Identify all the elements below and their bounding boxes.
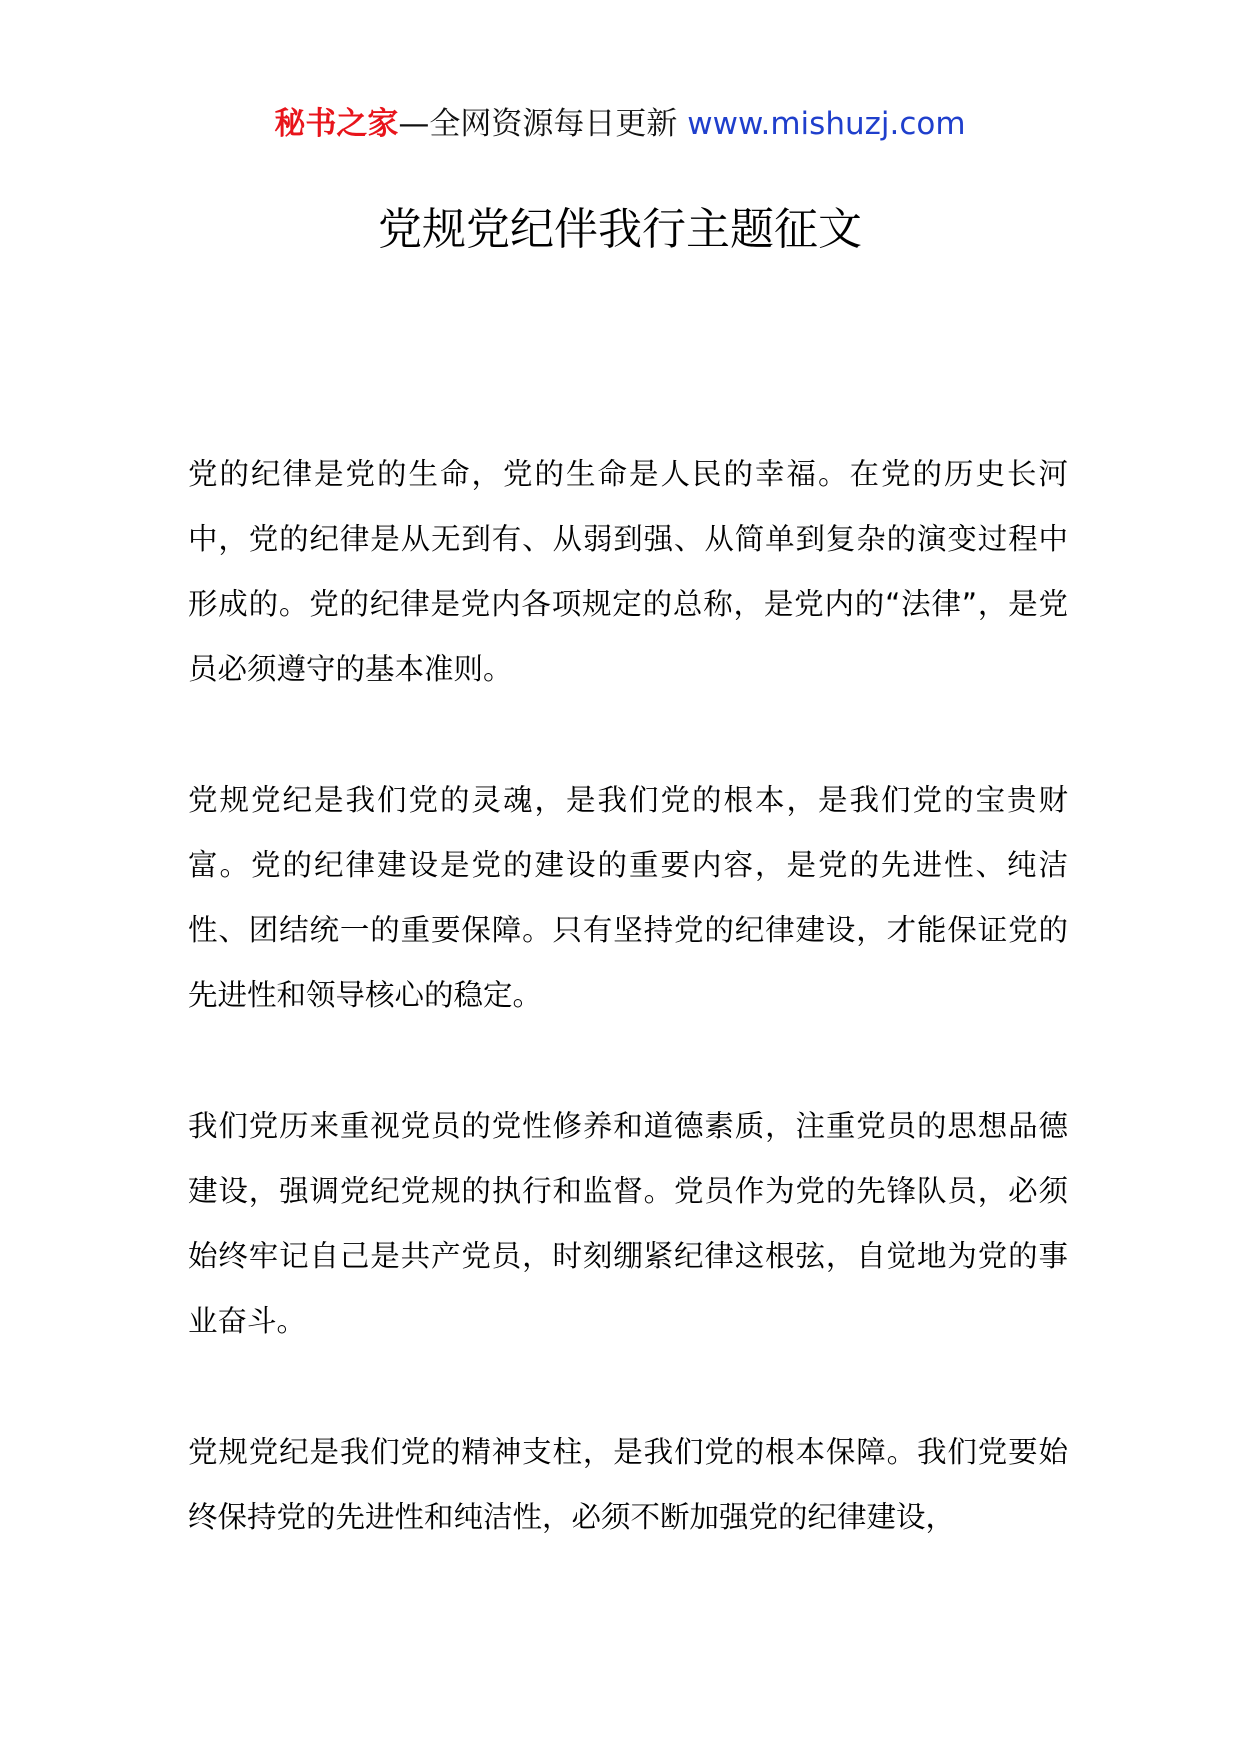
header-banner [0,100,1240,148]
header-tagline: —全网资源每日更新 [398,106,688,142]
paragraph-2: 党规党纪是我们党的灵魂，是我们党的根本，是我们党的宝贵财富。党的纪律建设是党的建设的重要内容，是党的先进性、纯洁性、团结统一的重要保障。只有坚持党的纪律建设，才能保证党的先进性和领导核心的稳定。 [188,783,1068,1012]
paragraph-4: 党规党纪是我们党的精神支柱，是我们党的根本保障。我们党要始终保持党的先进性和纯洁性，必须不断加强党的纪律建设， [188,1435,1068,1534]
site-url-link[interactable]: www.mishuzj.com [687,106,966,142]
paragraph-1: 党的纪律是党的生命，党的生命是人民的幸福。在党的历史长河中，党的纪律是从无到有、从弱到强、从简单到复杂的演变过程中形成的。党的纪律是党内各项规定的总称，是党内的“法律”，是党员必须遵守的基本准则。 [188,457,1068,686]
document-title: 党规党纪伴我行主题征文 [378,204,862,255]
paragraph-3: 我们党历来重视党员的党性修养和道德素质，注重党员的思想品德建设，强调党纪党规的执行和监督。党员作为党的先锋队员，必须始终牢记自己是共产党员，时刻绷紧纪律这根弦，自觉地为党的事业奋斗。 [188,1109,1068,1338]
brand-name: 秘书之家 [274,106,399,142]
document-body [188,442,1068,1616]
